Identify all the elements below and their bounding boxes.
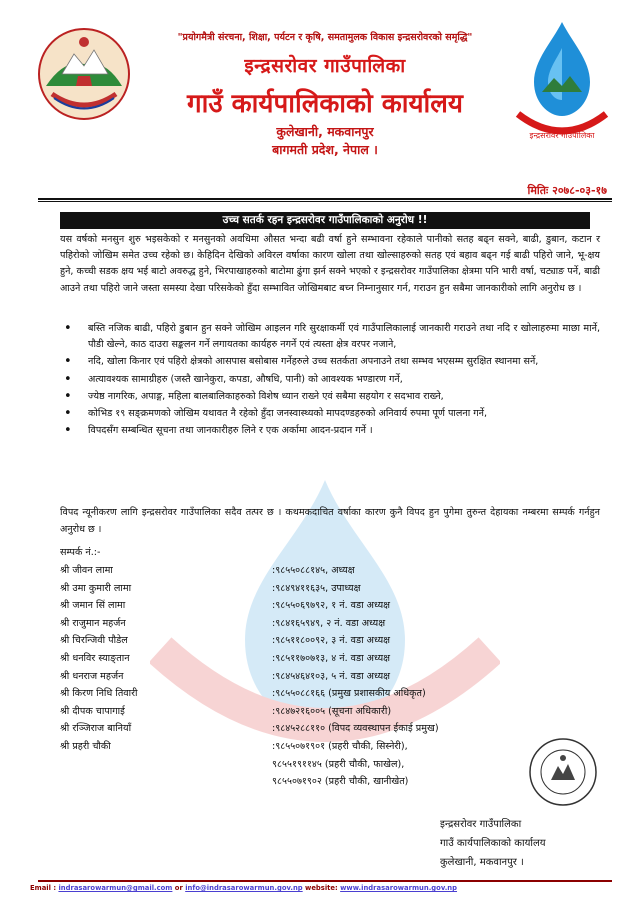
contact-name: श्री चिरन्जिवी पौडेल bbox=[60, 635, 128, 647]
contact-row bbox=[60, 738, 520, 756]
contact-row bbox=[60, 703, 520, 721]
contact-name: श्री दीपक चापागाई bbox=[60, 705, 125, 717]
contact-value: ९८५५०७१९०२ (प्रहरी चौकी, खानीखेत) bbox=[272, 776, 409, 788]
contact-value: :९८४१६५९४९, २ नं. वडा अध्यक्ष bbox=[272, 617, 386, 629]
signature-line-1: इन्द्रसरोवर गाउँपालिका bbox=[440, 819, 522, 830]
closing-paragraph: विपद न्यूनीकरण लागि इन्द्रसरोवर गाउँपालिका सदैव तत्पर छ । कथमकदाचित वर्षाका कारण कुनै विपद हुन पुगेमा तुरुन्त देहायका नम्बरमा सम्पर्क गर्नहुन अनुरोध छ । bbox=[60, 507, 600, 535]
contact-row bbox=[60, 597, 520, 615]
contact-name: श्री धनराज महर्जन bbox=[60, 670, 124, 682]
contact-name: श्री जमान सिं लामा bbox=[60, 600, 126, 612]
footer-website-link[interactable]: www.indrasarowarmun.gov.np bbox=[340, 884, 458, 892]
list-item: • विपदसँग सम्बन्धित सूचना तथा जानकारीहरु लिने र एक अर्कामा आदन-प्रदान गर्ने । bbox=[60, 423, 600, 439]
municipality-logo-icon bbox=[512, 18, 612, 144]
contact-value: :९८४७२१६००५ (सूचना अधिकारी) bbox=[272, 705, 392, 717]
header-divider-thin bbox=[38, 201, 612, 202]
contact-value: :९८४५२८८११० (विपद व्यवस्थापन ईकाई प्रमुख) bbox=[272, 723, 439, 735]
footer-email-link-1[interactable]: indrasarowarmun@gmail.com bbox=[58, 884, 173, 892]
contact-row bbox=[60, 562, 520, 580]
contact-row bbox=[60, 773, 520, 791]
footer-divider bbox=[38, 880, 612, 882]
footer-email-label: Email : bbox=[30, 884, 57, 892]
signature-line-2: गाउँ कार्यपालिकाको कार्यालय bbox=[440, 838, 546, 849]
contact-name: श्री रञ्जिराज बानियाँ bbox=[60, 723, 132, 735]
signature-line-3: कुलेखानी, मकवानपुर । bbox=[440, 857, 524, 868]
address-line-1: कुलेखानी, मकवानपुर bbox=[276, 124, 374, 139]
footer-or: or bbox=[174, 884, 183, 892]
contact-row bbox=[60, 632, 520, 650]
contact-value: :९८५५०७१९०१ (प्रहरी चौकी, सिस्नेरी), bbox=[272, 740, 408, 752]
contact-value: :९८५११८००९२, ३ नं. वडा अध्यक्ष bbox=[272, 635, 391, 647]
logo-text: इन्द्रसरोवर गाउँपालिका bbox=[529, 131, 595, 140]
contact-name: श्री राजुमान महर्जन bbox=[60, 617, 126, 629]
header-divider bbox=[38, 198, 612, 200]
contact-list bbox=[60, 562, 520, 791]
contact-name: श्री किरण निधि तिवारी bbox=[60, 688, 138, 700]
office-stamp-icon bbox=[527, 736, 599, 808]
contact-name: श्री धनविर स्याङ्तान bbox=[60, 652, 130, 664]
contact-row bbox=[60, 756, 520, 774]
contact-name: श्री प्रहरी चौकी bbox=[60, 740, 111, 752]
contact-row bbox=[60, 720, 520, 738]
contact-value: :९८४९४११६३५, उपाध्यक्ष bbox=[272, 582, 361, 594]
contact-value: :९८५११७०७१३, ४ नं. वडा अध्यक्ष bbox=[272, 652, 391, 664]
contact-name bbox=[60, 756, 272, 774]
contact-value: ९८५५१९११४५ (प्रहरी चौकी, फाखेल), bbox=[272, 758, 405, 770]
letter-date: मितिः २०७८-०३-१७ bbox=[527, 184, 607, 197]
contact-row bbox=[60, 615, 520, 633]
footer-contact bbox=[30, 884, 620, 892]
body-paragraph: यस वर्षको मनसुन शुरु भइसकेको र मनसुनको अवधिमा औसत भन्दा बढी वर्षा हुने सम्भावना रहेकाले पानीको सतह बढ्न सक्ने, बाढी, डुबान, कटान र पहिरोको जोखिम समेत उच्च रहेको छ। केहिदिन देखिको अविरल वर्षाका कारण खोला तथा खोल्साहरुको सतह एवं बहाव बढ्न गई बाढी पहिरो जाने, भू-क्षय हुने, कच्ची सडक क्षय भई बाटो अवरुद्ध हुने, भिरपाखाहरुको बाटोमा ढुंगा झर्न सक्ने भएको र इन्द्रसरोवर गाउँपालिका क्षेत्रमा पनि भारी वर्षा, चट्याङ पर्ने, बाढी आउने तथा पहिरो जाने जस्ता समस्या देखा परिसकेको हुँदा सम्भावित जोखिमबाट बच्न निम्नानुसार गर्न, गराउन हुन सबैमा जानकारीको लागि अनुरोध छ । bbox=[60, 234, 600, 294]
address-line-2: बागमती प्रदेश, नेपाल । bbox=[272, 142, 378, 157]
contact-row bbox=[60, 580, 520, 598]
contact-value: :९८४५४६४१०३, ५ नं. वडा अध्यक्ष bbox=[272, 670, 391, 682]
list-item: • कोभिड १९ सङ्क्रमणको जोखिम यथावत नै रहेको हुँदा जनस्वास्थ्यको मापदण्डहरुको अनिवार्य रुपमा पूर्ण पालना गर्ने, bbox=[60, 406, 600, 422]
footer-website-label: website: bbox=[305, 884, 338, 892]
tagline: "प्रयोगमैत्री संरचना, शिक्षा, पर्यटन र कृषि, समतामुलक विकास इन्द्रसरोवरको समृद्धि" bbox=[177, 32, 473, 43]
contact-value: :९८५५०८८१४५, अध्यक्ष bbox=[272, 565, 355, 576]
footer-email-link-2[interactable]: info@indrasarowarmun.gov.np bbox=[185, 884, 303, 892]
contact-name bbox=[60, 773, 272, 791]
contact-name: श्री जीवन लामा bbox=[60, 565, 113, 576]
contact-value: :९८५५०८८१६६ (प्रमुख प्रशासकीय अधिकृत) bbox=[272, 688, 426, 700]
list-item: • बस्ति नजिक बाढी, पहिरो डुबान हुन सक्ने जोखिम आइलन गरि सुरक्षाकर्मी एवं गाउँपालिकालाई जानकारी गराउने तथा नदि र खोलाहरुमा माछा मार्ने, पौडी खेल्ने, काठ दाउरा सङ्कलन गर्ने लगायतका कार्यहरु नगर्ने एवं त्यस्ता क्षेत्र वरपर नजाने, bbox=[60, 321, 600, 353]
contact-value: :९८५५०६९७९२, १ नं. वडा अध्यक्ष bbox=[272, 600, 391, 612]
contact-row bbox=[60, 650, 520, 668]
office-title: गाउँ कार्यपालिकाको कार्यालय bbox=[187, 89, 463, 119]
municipality-name: इन्द्रसरोवर गाउँपालिका bbox=[244, 55, 406, 77]
contact-row bbox=[60, 685, 520, 703]
contact-label: सम्पर्क नं.:- bbox=[60, 547, 101, 558]
advisory-list bbox=[60, 321, 600, 440]
list-item: • नदि, खोला किनार एवं पहिरो क्षेत्रको आसपास बसोबास गर्नेहरुले उच्च सतर्कता अपनाउने तथा सम्भव भएसम्म सुरक्षित स्थानमा सर्ने, bbox=[60, 354, 600, 370]
signature-block bbox=[440, 815, 610, 872]
contact-name: श्री उमा कुमारी लामा bbox=[60, 582, 132, 594]
list-item: • ज्येष्ठ नागरिक, अपाङ्ग, महिला बालबालिकाहरुको विशेष ध्यान राख्ने एवं सबैमा सहयोग र सदभाव राख्ने, bbox=[60, 389, 600, 405]
subject-text: उच्च सतर्क रहन इन्द्रसरोवर गाउँपालिकाको अनुरोध !! bbox=[222, 214, 428, 226]
list-item: • अत्यावश्यक सामाग्रीहरु (जस्तै खानेकुरा, कपडा, औषधि, पानी) को आवश्यक भण्डारण गर्ने, bbox=[60, 372, 600, 388]
contact-row bbox=[60, 668, 520, 686]
